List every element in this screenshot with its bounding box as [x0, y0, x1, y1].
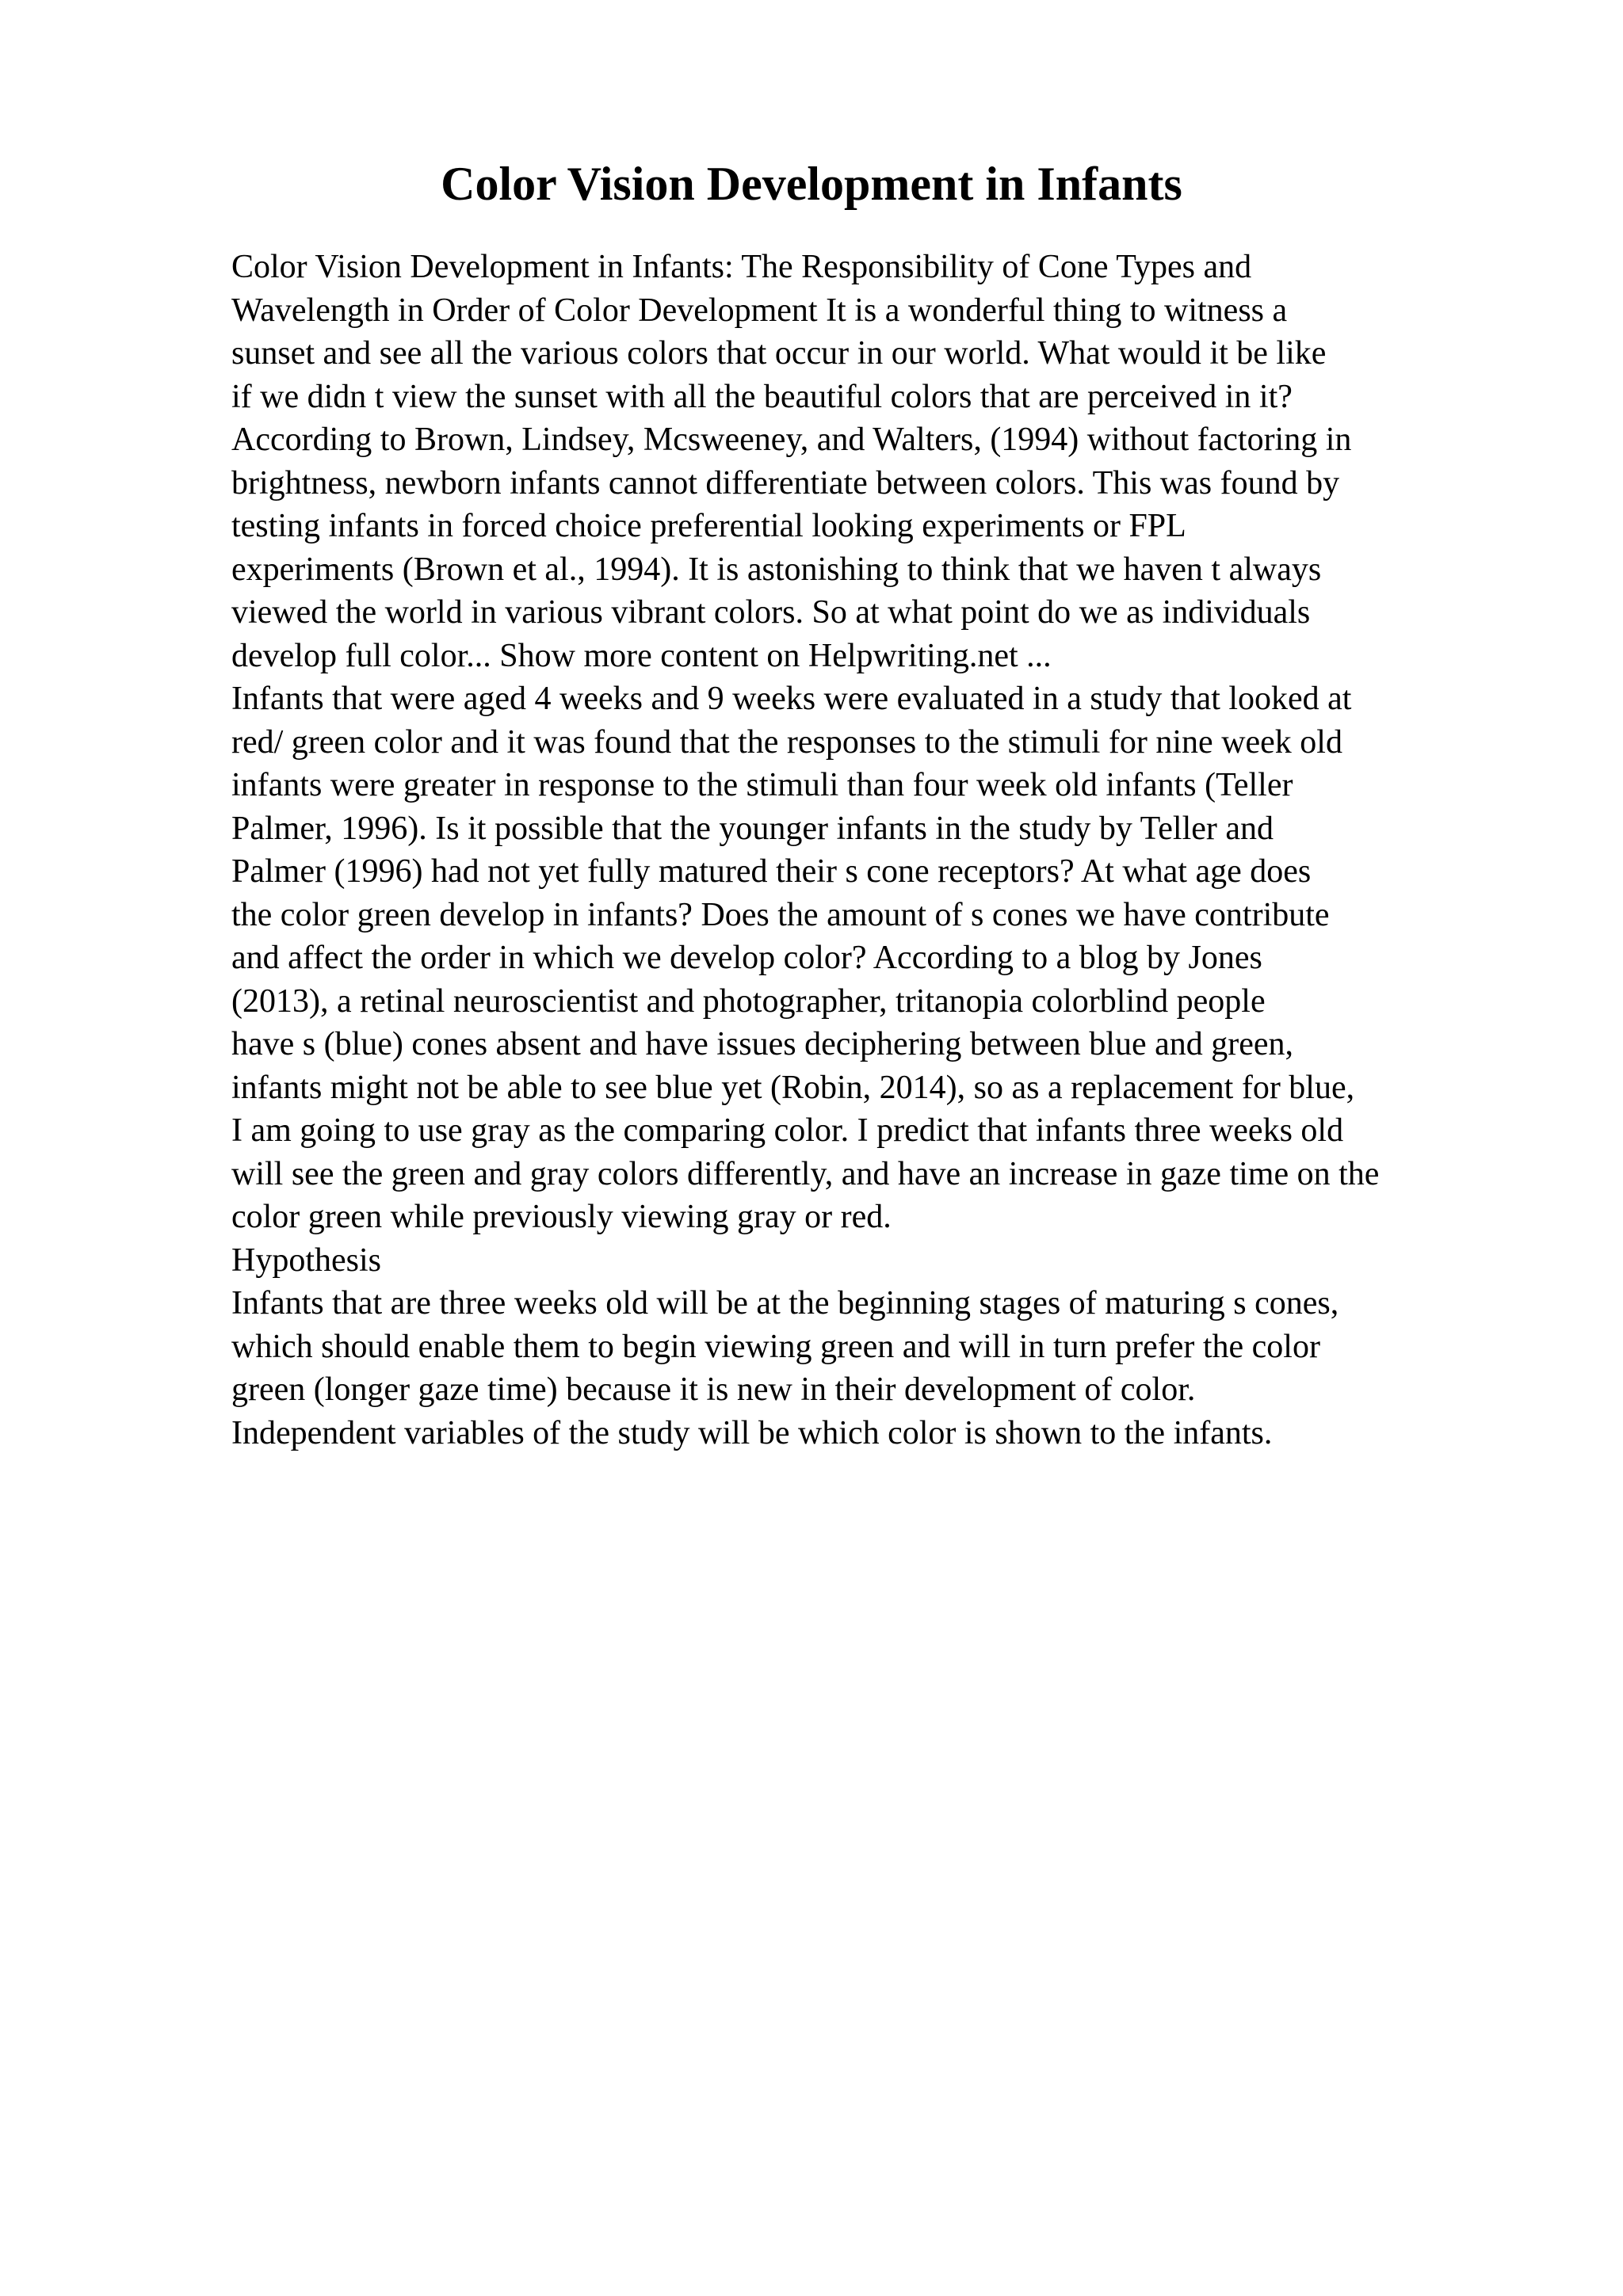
text-line: viewed the world in various vibrant colors. So at what point do we as individuals [231, 594, 1311, 631]
text-line: red/ green color and it was found that the responses to the stimuli for nine week old [231, 723, 1342, 761]
text-line: infants were greater in response to the stimuli than four week old infants (Teller [231, 767, 1293, 803]
text-line: Palmer (1996) had not yet fully matured their s cone receptors? At what age does [231, 853, 1312, 890]
text-line: have s (blue) cones absent and have issues deciphering between blue and green, [231, 1026, 1294, 1062]
text-line: Color Vision Development in Infants: The Responsibility of Cone Types and [231, 249, 1252, 285]
text-line: experiments (Brown et al., 1994). It is astonishing to think that we haven t always [231, 551, 1322, 588]
text-line: Infants that are three weeks old will be at the beginning stages of maturing s cones, [231, 1285, 1339, 1322]
document-body [231, 246, 1531, 1455]
text-line: if we didn t view the sunset with all the beautiful colors that are perceived in it? [231, 378, 1293, 415]
text-line: (2013), a retinal neuroscientist and photographer, tritanopia colorblind people [231, 982, 1266, 1020]
text-line: and affect the order in which we develop color? According to a blog by Jones [231, 940, 1262, 976]
text-line: Palmer, 1996). Is it possible that the younger infants in the study by Teller and [231, 810, 1274, 847]
text-line: According to Brown, Lindsey, Mcsweeney, and Walters, (1994) without factoring in [231, 421, 1352, 458]
text-line: the color green develop in infants? Does the amount of s cones we have contribute [231, 896, 1330, 933]
text-line: testing infants in forced choice preferential looking experiments or FPL [231, 508, 1186, 544]
text-line: which should enable them to begin viewing green and will in turn prefer the color [231, 1328, 1320, 1365]
text-line: Infants that were aged 4 weeks and 9 weeks were evaluated in a study that looked at [231, 681, 1352, 717]
text-line: brightness, newborn infants cannot differentiate between colors. This was found by [231, 464, 1340, 502]
text-line: infants might not be able to see blue yet (Robin, 2014), so as a replacement for blue, [231, 1069, 1355, 1106]
section-heading-hypothesis: Hypothesis [231, 1241, 381, 1279]
text-line: sunset and see all the various colors that occur in our world. What would it be like [231, 335, 1327, 372]
text-line: green (longer gaze time) because it is new in their development of color. [231, 1371, 1196, 1408]
text-line: color green while previously viewing gray or red. [231, 1199, 892, 1235]
document-title: Color Vision Development in Infants [441, 158, 1182, 210]
text-line: Wavelength in Order of Color Development It is a wonderful thing to witness a [231, 292, 1288, 329]
text-line: will see the green and gray colors differently, and have an increase in gaze time on the [231, 1155, 1380, 1192]
text-line: develop full color... Show more content on Helpwriting.net ... [231, 637, 1052, 674]
text-line: Independent variables of the study will be which color is shown to the infants. [231, 1414, 1273, 1451]
text-line: I am going to use gray as the comparing color. I predict that infants three weeks old [231, 1112, 1344, 1149]
